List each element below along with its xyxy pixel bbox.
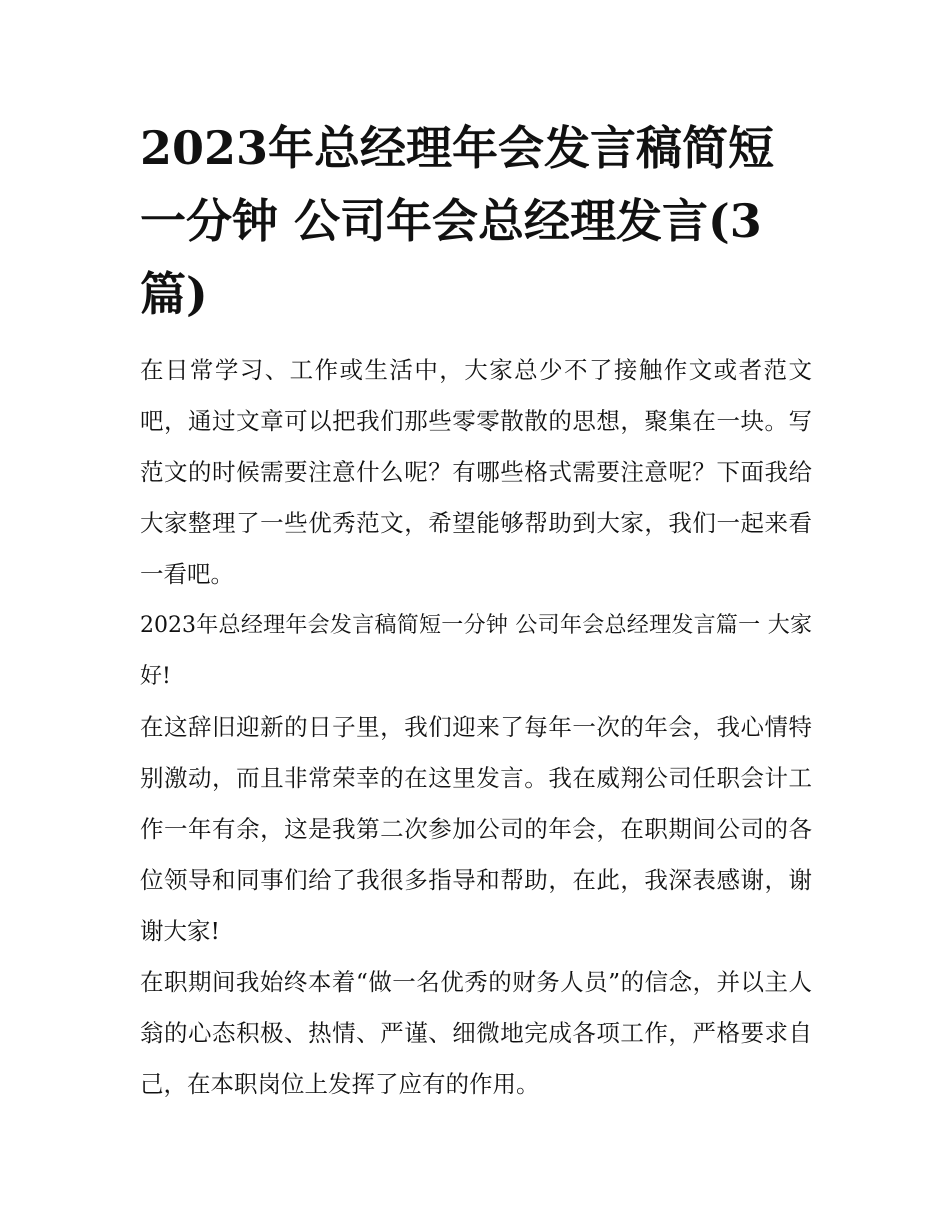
document-title: 2023年总经理年会发言稿简短一分钟 公司年会总经理发言(3篇) bbox=[140, 121, 775, 321]
section-heading-paragraph: 2023年总经理年会发言稿简短一分钟 公司年会总经理发言篇一 大家好! bbox=[140, 613, 812, 689]
body-paragraph-2: 在职期间我始终本着“做一名优秀的财务人员”的信念，并以主人翁的心态积极、热情、严谨、细微地完成各项工作，严格要求自己，在本职岗位上发挥了应有的作用。 bbox=[140, 968, 812, 1098]
body-paragraph-1: 在这辞旧迎新的日子里，我们迎来了每年一次的年会，我心情特别激动，而且非常荣幸的在这里发言。我在威翔公司任职会计工作一年有余，这是我第二次参加公司的年会，在职期间公司的各位领导和同事们给了我很多指导和帮助，在此，我深表感谢，谢谢大家! bbox=[140, 713, 812, 945]
document-page bbox=[140, 112, 812, 1110]
intro-paragraph: 在日常学习、工作或生活中，大家总少不了接触作文或者范文吧，通过文章可以把我们那些零零散散的思想，聚集在一块。写范文的时候需要注意什么呢？有哪些格式需要注意呢？下面我给大家整理了一些优秀范文，希望能够帮助到大家，我们一起来看一看吧。 bbox=[140, 356, 812, 588]
